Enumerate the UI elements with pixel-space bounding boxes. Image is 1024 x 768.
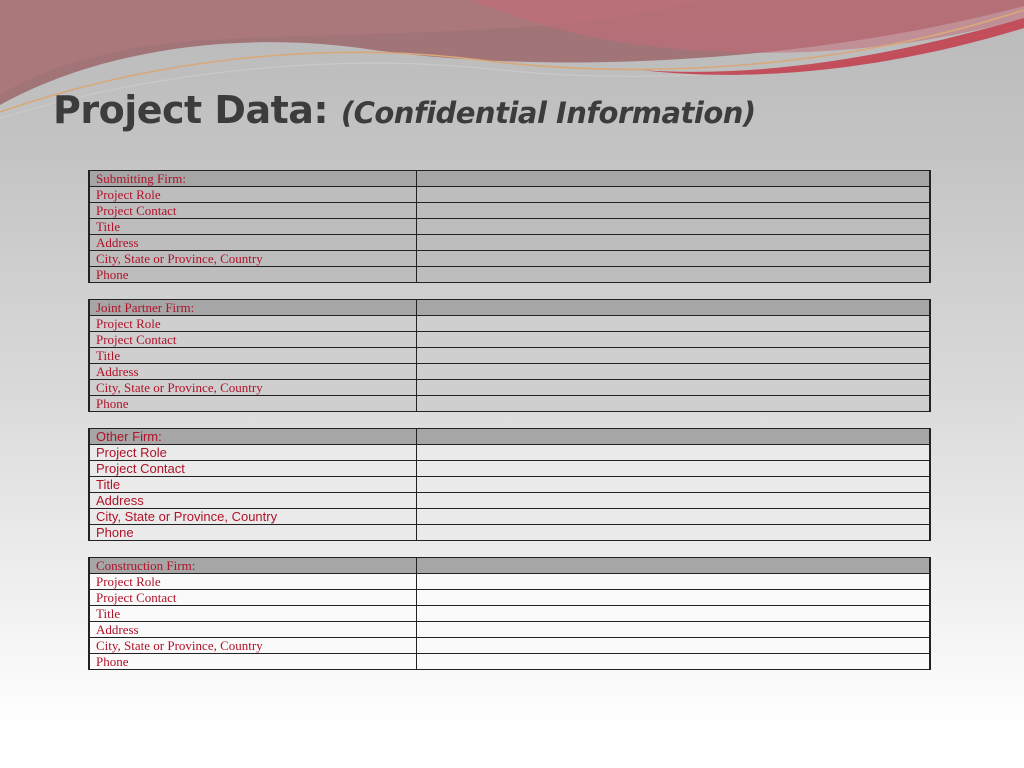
table-value-cell[interactable]: [417, 558, 931, 574]
row-label: Title: [89, 606, 417, 622]
row-label: Phone: [89, 396, 417, 412]
table-value-cell[interactable]: [417, 622, 931, 638]
table-row: [89, 332, 930, 348]
table-value-cell[interactable]: [417, 219, 931, 235]
row-label: City, State or Province, Country: [89, 380, 417, 396]
table-header-label: Construction Firm:: [89, 558, 417, 574]
table-row: [89, 638, 930, 654]
table-row: [89, 509, 930, 525]
row-label: Address: [89, 364, 417, 380]
table-row: [89, 187, 930, 203]
table-row: [89, 219, 930, 235]
row-label: Project Contact: [89, 332, 417, 348]
table-value-cell[interactable]: [417, 251, 931, 267]
table-value-cell[interactable]: [417, 380, 931, 396]
table-row: [89, 396, 930, 412]
table-value-cell[interactable]: [417, 364, 931, 380]
table-row: [89, 477, 930, 493]
row-label: Phone: [89, 654, 417, 670]
row-label: Title: [89, 348, 417, 364]
row-label: Title: [89, 477, 417, 493]
table-value-cell[interactable]: [417, 461, 931, 477]
table-value-cell[interactable]: [417, 267, 931, 283]
row-label: Address: [89, 622, 417, 638]
table-row: [89, 606, 930, 622]
table-value-cell[interactable]: [417, 396, 931, 412]
table-row: [89, 654, 930, 670]
title-subtitle: (Confidential Information): [340, 96, 756, 130]
table-value-cell[interactable]: [417, 316, 931, 332]
row-label: Project Role: [89, 187, 417, 203]
table-row: [89, 203, 930, 219]
table-value-cell[interactable]: [417, 638, 931, 654]
row-label: Project Role: [89, 316, 417, 332]
table-row: [89, 590, 930, 606]
table-row: [89, 348, 930, 364]
row-label: Address: [89, 235, 417, 251]
table-row: [89, 316, 930, 332]
table-row: [89, 267, 930, 283]
row-label: Project Contact: [89, 461, 417, 477]
joint-partner-firm-table: [88, 299, 931, 412]
table-value-cell[interactable]: [417, 187, 931, 203]
table-value-cell[interactable]: [417, 590, 931, 606]
submitting-firm-table: [88, 170, 931, 283]
title-main: Project Data:: [53, 88, 329, 132]
row-label: Project Role: [89, 445, 417, 461]
table-value-cell[interactable]: [417, 445, 931, 461]
table-row: [89, 493, 930, 509]
table-row: [89, 525, 930, 541]
row-label: City, State or Province, Country: [89, 638, 417, 654]
other-firm-table: [88, 428, 931, 541]
table-header-row: [89, 558, 930, 574]
table-header-label: Other Firm:: [89, 429, 417, 445]
table-value-cell[interactable]: [417, 203, 931, 219]
construction-firm-table: [88, 557, 931, 670]
table-value-cell[interactable]: [417, 429, 931, 445]
table-value-cell[interactable]: [417, 606, 931, 622]
table-row: [89, 364, 930, 380]
table-row: [89, 380, 930, 396]
row-label: Phone: [89, 267, 417, 283]
table-value-cell[interactable]: [417, 171, 931, 187]
table-value-cell[interactable]: [417, 525, 931, 541]
table-row: [89, 235, 930, 251]
row-label: Address: [89, 493, 417, 509]
table-header-row: [89, 429, 930, 445]
table-row: [89, 445, 930, 461]
table-row: [89, 622, 930, 638]
table-header-row: [89, 171, 930, 187]
row-label: Project Contact: [89, 203, 417, 219]
table-value-cell[interactable]: [417, 235, 931, 251]
table-header-label: Joint Partner Firm:: [89, 300, 417, 316]
row-label: Project Role: [89, 574, 417, 590]
row-label: City, State or Province, Country: [89, 251, 417, 267]
table-value-cell[interactable]: [417, 477, 931, 493]
table-value-cell[interactable]: [417, 509, 931, 525]
firm-tables: [88, 170, 931, 686]
table-row: [89, 574, 930, 590]
table-value-cell[interactable]: [417, 493, 931, 509]
table-row: [89, 251, 930, 267]
row-label: Phone: [89, 525, 417, 541]
table-value-cell[interactable]: [417, 574, 931, 590]
page-title: [53, 88, 756, 132]
table-value-cell[interactable]: [417, 300, 931, 316]
table-value-cell[interactable]: [417, 654, 931, 670]
table-row: [89, 461, 930, 477]
table-header-label: Submitting Firm:: [89, 171, 417, 187]
table-value-cell[interactable]: [417, 348, 931, 364]
row-label: City, State or Province, Country: [89, 509, 417, 525]
table-header-row: [89, 300, 930, 316]
row-label: Project Contact: [89, 590, 417, 606]
row-label: Title: [89, 219, 417, 235]
table-value-cell[interactable]: [417, 332, 931, 348]
